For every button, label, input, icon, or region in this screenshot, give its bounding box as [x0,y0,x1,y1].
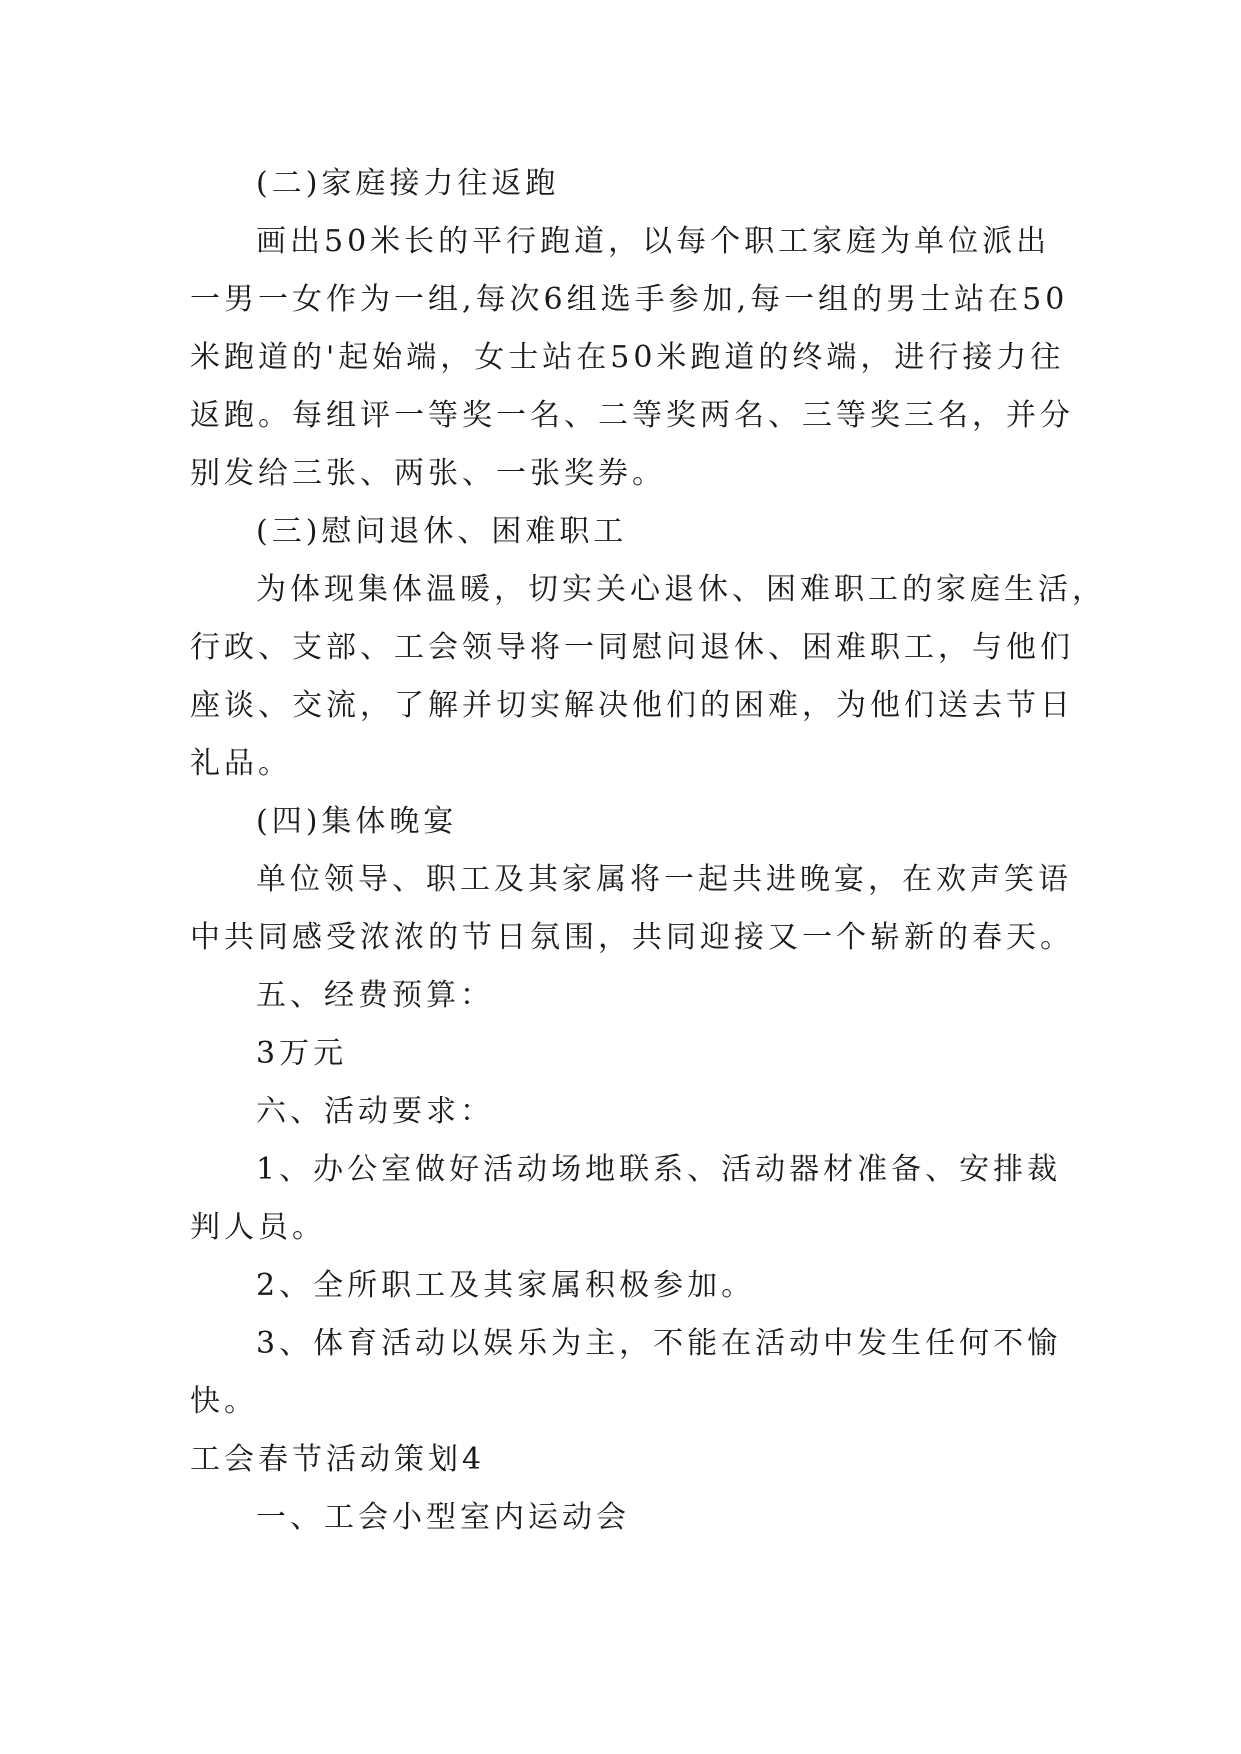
requirement-item-continued: 判人员。 [190,1210,326,1245]
section-heading-requirements: 六、活动要求： [256,1094,494,1129]
paragraph-line: 礼品。 [190,746,292,781]
subheading-condolence: (三)慰问退休、困难职工 [256,514,628,549]
paragraph-line: 别发给三张、两张、一张奖券。 [190,456,666,491]
paragraph-line: 单位领导、职工及其家属将一起共进晚宴，在欢声笑语 [256,862,1072,897]
paragraph-line: 为体现集体温暖，切实关心退休、困难职工的家庭生活， [256,572,1106,607]
subheading-banquet: (四)集体晚宴 [256,804,458,839]
paragraph-line: 画出50米长的平行跑道，以每个职工家庭为单位派出 [256,224,1051,259]
requirement-item: 1、办公室做好活动场地联系、活动器材准备、安排裁 [256,1152,1062,1187]
requirement-item: 2、全所职工及其家属积极参加。 [256,1268,756,1303]
document-title-plan-4: 工会春节活动策划4 [190,1442,486,1477]
section-heading-budget: 五、经费预算： [256,978,494,1013]
paragraph-line: 一男一女作为一组,每次6组选手参加,每一组的男士站在50 [190,282,1069,317]
section-heading-sports-meet: 一、工会小型室内运动会 [256,1500,630,1535]
paragraph-line: 行政、支部、工会领导将一同慰问退休、困难职工，与他们 [190,630,1074,665]
paragraph-line: 返跑。每组评一等奖一名、二等奖两名、三等奖三名，并分 [190,398,1074,433]
paragraph-line: 中共同感受浓浓的节日氛围，共同迎接又一个崭新的春天。 [190,920,1074,955]
subheading-family-relay: (二)家庭接力往返跑 [256,166,560,201]
budget-amount: 3万元 [256,1036,348,1071]
requirement-item-continued: 快。 [190,1384,258,1419]
requirement-item: 3、体育活动以娱乐为主，不能在活动中发生任何不愉 [256,1326,1062,1361]
paragraph-line: 座谈、交流，了解并切实解决他们的困难，为他们送去节日 [190,688,1074,723]
paragraph-line: 米跑道的'起始端，女士站在50米跑道的终端，进行接力往 [190,340,1065,375]
